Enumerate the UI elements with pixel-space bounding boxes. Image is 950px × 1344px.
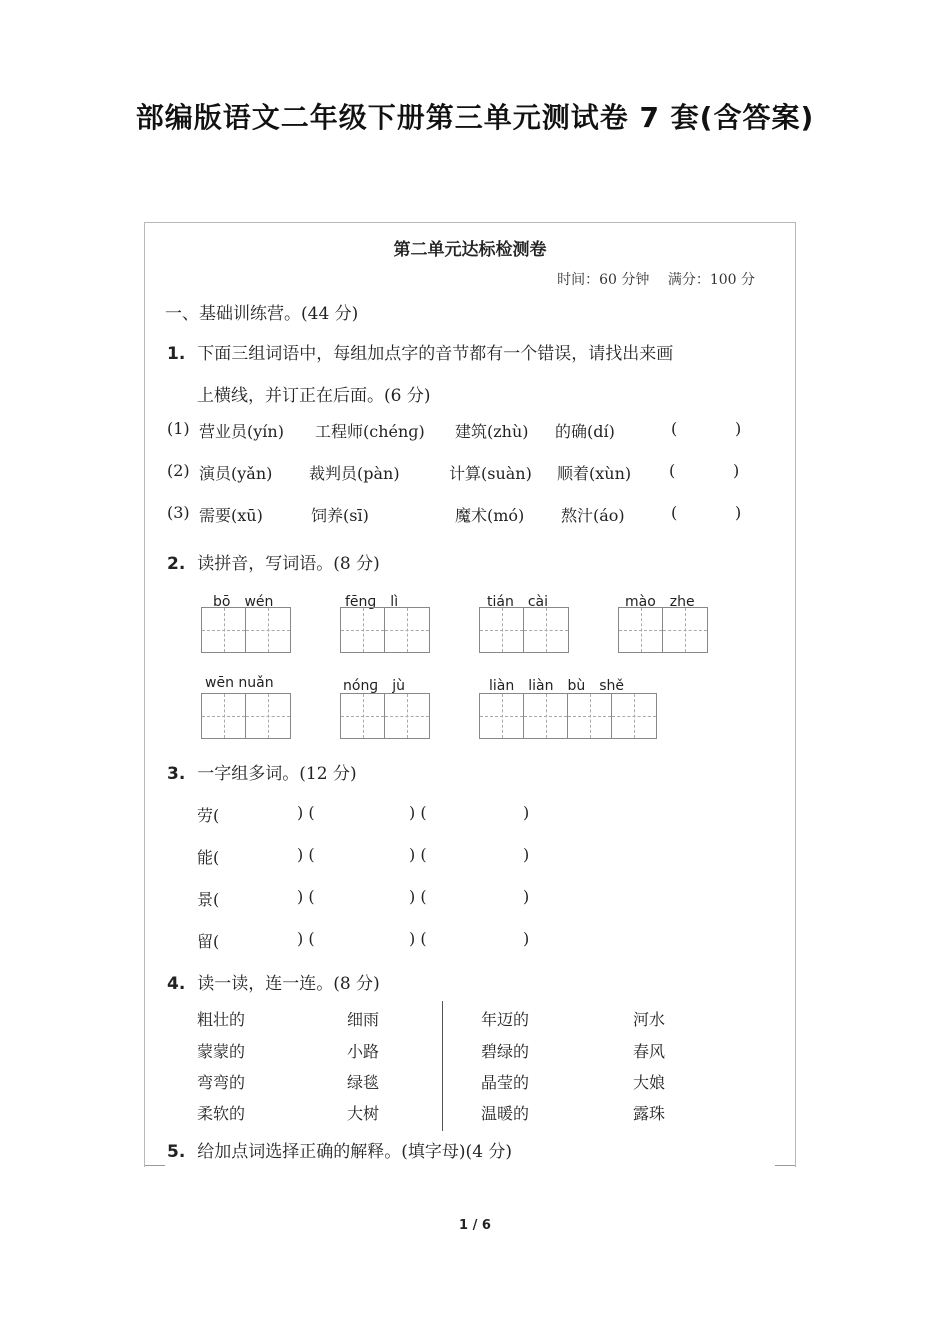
paren-pair: ) ( [409, 845, 427, 864]
match-word: 春风 [633, 1042, 666, 1061]
question-4 [167, 969, 380, 994]
question-2 [167, 549, 380, 574]
pinyin-label: nónɡ jù [343, 678, 405, 694]
match-word: 粗壮的 [197, 1010, 246, 1029]
page-number: 1 / 6 [459, 1218, 491, 1233]
word: 顺着(xùn) [557, 464, 632, 483]
word: 工程师(chénɡ) [315, 422, 425, 441]
answer-paren-open: ( [669, 461, 676, 480]
match-word: 晶莹的 [481, 1073, 530, 1092]
pinyin-label: fēnɡ lì [345, 594, 399, 610]
question-text: 下面三组词语中，每组加点字的音节都有一个错误，请找出来画 [197, 344, 674, 364]
answer-paren-close: ) [735, 503, 742, 522]
word: 饲养(sī) [311, 506, 369, 525]
word: 的确(dí) [555, 422, 615, 441]
match-word: 碧绿的 [481, 1042, 530, 1061]
base-char: 能( [197, 848, 220, 867]
paren-pair: ) ( [409, 929, 427, 948]
base-char: 劳( [197, 806, 220, 825]
corner-mark [145, 1165, 165, 1166]
word: 建筑(zhù) [455, 422, 529, 441]
question-text: 一字组多词。(12 分) [197, 764, 357, 784]
answer-paren-close: ) [733, 461, 740, 480]
word: 魔术(mó) [455, 506, 525, 525]
question-3 [167, 759, 357, 784]
match-word: 大娘 [633, 1073, 666, 1092]
base-char: 景( [197, 890, 220, 909]
corner-mark [775, 1165, 795, 1166]
match-word: 柔软的 [197, 1104, 246, 1123]
word: 计算(suàn) [449, 464, 532, 483]
paren-pair: ) ( [409, 803, 427, 822]
paren-pair: ) ( [297, 803, 315, 822]
match-word: 年迈的 [481, 1010, 530, 1029]
match-word: 小路 [347, 1042, 380, 1061]
answer-paren-open: ( [671, 503, 678, 522]
answer-paren-close: ) [735, 419, 742, 438]
word: 营业员(yín) [199, 422, 284, 441]
pinyin-label: mào zhe [625, 594, 695, 610]
question-1 [167, 339, 673, 364]
base-char: 留( [197, 932, 220, 951]
pinyin-label: liàn liàn bù shě [489, 678, 625, 694]
question-number: 3. [167, 764, 186, 784]
question-text: 读一读，连一连。(8 分) [197, 974, 380, 994]
writing-grid[interactable] [479, 693, 657, 739]
exam-title: 第二单元达标检测卷 [393, 240, 547, 260]
match-word: 绿毯 [347, 1073, 380, 1092]
divider [442, 1001, 443, 1131]
paren-pair: ) ( [409, 887, 427, 906]
exam-meta: 时间：60 分钟 满分：100 分 [557, 272, 755, 288]
question-number: 1. [167, 344, 186, 364]
word: 演员(yǎn) [199, 464, 273, 483]
question-text: 读拼音，写词语。(8 分) [197, 554, 380, 574]
question-number: 5. [167, 1142, 186, 1162]
document-title: 部编版语文二年级下册第三单元测试卷 7 套(含答案) [135, 101, 815, 134]
writing-grid[interactable] [340, 607, 430, 653]
match-word: 细雨 [347, 1010, 380, 1029]
question-1-line2: 上横线，并订正在后面。(6 分) [197, 386, 431, 406]
match-word: 大树 [347, 1104, 380, 1123]
match-word: 露珠 [633, 1104, 666, 1123]
row-label: (2) [167, 461, 190, 480]
match-word: 温暖的 [481, 1104, 530, 1123]
match-word: 河水 [633, 1010, 666, 1029]
pinyin-label: tián cài [487, 594, 548, 610]
exam-page [144, 222, 796, 1167]
paren-close: ) [523, 803, 530, 822]
paren-close: ) [523, 887, 530, 906]
question-text: 给加点词选择正确的解释。(填字母)(4 分) [197, 1142, 513, 1162]
writing-grid[interactable] [201, 607, 291, 653]
word: 需要(xū) [199, 506, 263, 525]
answer-paren-open: ( [671, 419, 678, 438]
pinyin-label: bō wén [213, 594, 274, 610]
question-number: 2. [167, 554, 186, 574]
row-label: (3) [167, 503, 190, 522]
paren-close: ) [523, 929, 530, 948]
question-5 [167, 1137, 512, 1162]
paren-close: ) [523, 845, 530, 864]
match-word: 蒙蒙的 [197, 1042, 246, 1061]
writing-grid[interactable] [340, 693, 430, 739]
section-heading: 一、基础训练营。(44 分) [165, 304, 359, 324]
word: 裁判员(pàn) [309, 464, 400, 483]
row-label: (1) [167, 419, 190, 438]
paren-pair: ) ( [297, 929, 315, 948]
question-number: 4. [167, 974, 186, 994]
paren-pair: ) ( [297, 887, 315, 906]
word: 熬汁(áo) [561, 506, 625, 525]
pinyin-label: wēn nuǎn [205, 675, 274, 691]
paren-pair: ) ( [297, 845, 315, 864]
match-word: 弯弯的 [197, 1073, 246, 1092]
writing-grid[interactable] [618, 607, 708, 653]
writing-grid[interactable] [479, 607, 569, 653]
writing-grid[interactable] [201, 693, 291, 739]
